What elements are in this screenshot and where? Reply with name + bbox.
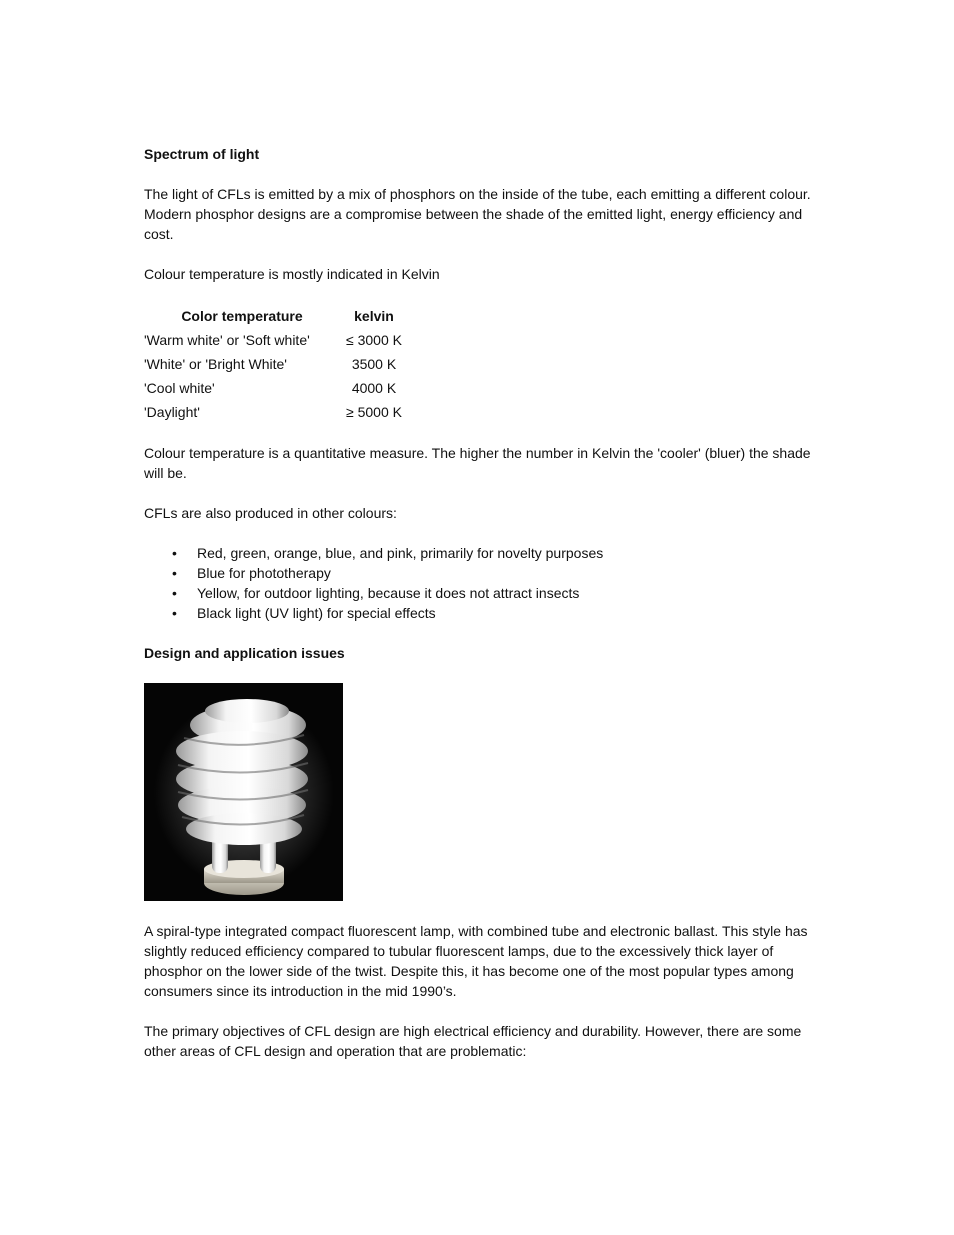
bullet-icon: • [172, 585, 177, 601]
list-item [144, 603, 814, 623]
paragraph-lamp-caption: A spiral-type integrated compact fluorescent lamp, with combined tube and electronic ballast. This style has slightly reduced efficiency compared to tubular fluorescent lamps, due to the excessively thick layer of phosphor on the lower side of the twist. Despite this, it has become one of the most popular types among consumers since its introduction in the mid 1990’s. [144, 923, 808, 999]
list-item [144, 583, 814, 603]
bullet-icon: • [172, 565, 177, 581]
paragraph-other-colours-intro: CFLs are also produced in other colours: [144, 505, 397, 521]
table-cell-name: 'White' or 'Bright White' [144, 356, 287, 372]
table-cell-kelvin: 4000 K [351, 380, 397, 396]
section-heading-spectrum: Spectrum of light [144, 146, 260, 162]
table-row [144, 400, 408, 424]
list-item [144, 543, 814, 563]
list-item [144, 563, 814, 583]
paragraph-phosphor-intro: The light of CFLs is emitted by a mix of phosphors on the inside of the tube, each emitting a different colour. Modern phosphor designs are a compromise between the shade of the emitted light, energy efficiency and cost. [144, 186, 811, 242]
table-header-row [144, 304, 408, 328]
list-item-text: Blue for phototherapy [197, 565, 331, 581]
table-cell-kelvin: ≤ 3000 K [346, 332, 402, 348]
paragraph-quantitative-measure: Colour temperature is a quantitative measure. The higher the number in Kelvin the 'cooler' (bluer) the shade will be. [144, 445, 811, 481]
colour-temperature-table [144, 304, 408, 424]
table-cell-name: 'Daylight' [144, 404, 200, 420]
table-header-kelvin: kelvin [354, 308, 394, 324]
table-row [144, 352, 408, 376]
paragraph-kelvin-note: Colour temperature is mostly indicated in Kelvin [144, 266, 440, 282]
bullet-icon: • [172, 545, 177, 561]
table-cell-name: 'Cool white' [144, 380, 215, 396]
list-item-text: Yellow, for outdoor lighting, because it does not attract insects [197, 585, 580, 601]
table-row [144, 328, 408, 352]
table-row [144, 376, 408, 400]
section-heading-design: Design and application issues [144, 645, 345, 661]
list-item-text: Black light (UV light) for special effects [197, 605, 436, 621]
list-item-text: Red, green, orange, blue, and pink, primarily for novelty purposes [197, 545, 604, 561]
document-page [144, 144, 814, 1061]
other-colours-list [144, 543, 814, 623]
paragraph-design-objectives: The primary objectives of CFL design are high electrical efficiency and durability. However, there are some other areas of CFL design and operation that are problematic: [144, 1023, 802, 1059]
table-cell-kelvin: 3500 K [351, 356, 397, 372]
table-header-colour: Color temperature [181, 308, 303, 324]
table-cell-name: 'Warm white' or 'Soft white' [144, 332, 310, 348]
table-cell-kelvin: ≥ 5000 K [346, 404, 402, 420]
spiral-cfl-lamp-photo [144, 683, 343, 901]
bullet-icon: • [172, 605, 177, 621]
